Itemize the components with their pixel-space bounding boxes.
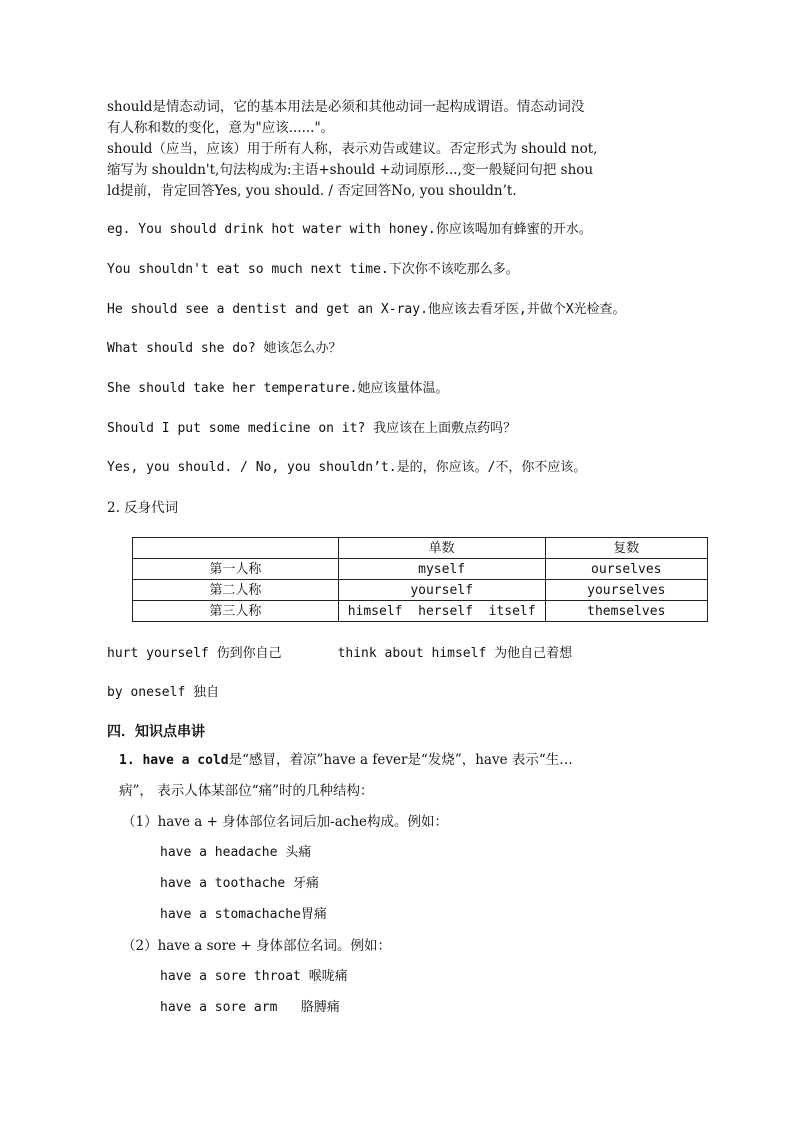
phrase: hurt yourself 伤到你自己 bbox=[107, 646, 282, 661]
phrase: think about himself 为他自己着想 bbox=[337, 646, 573, 661]
table-cell: yourselves bbox=[545, 580, 707, 601]
intro-line-1: should是情态动词，它的基本用法是必须和其他动词一起构成谓语。情态动词没 bbox=[107, 99, 585, 115]
table-header-cell: 单数 bbox=[338, 538, 545, 559]
intro-line-4: 缩写为 shouldn't,句法构成为:主语+should +动词原形...,变一般疑问句把 shou bbox=[107, 162, 594, 178]
item-1-line bbox=[119, 750, 573, 771]
item-1-continuation: 病”， 表示人体某部位“痛”时的几种结构： bbox=[119, 783, 374, 799]
table-header-cell: 复数 bbox=[545, 538, 707, 559]
table-row bbox=[133, 580, 708, 601]
table-cell: 第二人称 bbox=[133, 580, 339, 601]
intro-line-2: 有人称和数的变化，意为"应该......"。 bbox=[107, 120, 335, 136]
table-header-row bbox=[133, 538, 708, 559]
sub-item-1: （1）have a + 身体部位名词后加-ache构成。例如： bbox=[122, 814, 449, 830]
intro-line-5: ld提前，肯定回答Yes, you should. / 否定回答No, you shouldn’t. bbox=[107, 183, 517, 199]
sub-item-example: have a toothache 牙痛 bbox=[160, 876, 320, 891]
table-row bbox=[133, 559, 708, 580]
sub-item-example: have a headache 头痛 bbox=[160, 845, 312, 860]
example-sentence: Should I put some medicine on it? 我应该在上面敷点药吗？ bbox=[107, 421, 517, 436]
example-sentence: Yes, you should. / No, you shouldn’t.是的，你应该。/不，你不应该。 bbox=[107, 460, 587, 475]
sub-item-2: （2）have a sore + 身体部位名词。例如： bbox=[122, 938, 391, 954]
sub-item-example: have a stomachache胃痛 bbox=[160, 907, 327, 922]
phrase-row bbox=[107, 644, 572, 664]
example-sentence: He should see a dentist and get an X-ray.他应该去看牙医,并做个X光检查。 bbox=[107, 302, 626, 317]
table-cell: 第三人称 bbox=[133, 601, 339, 622]
sub-item-example: have a sore arm 胳膊痛 bbox=[160, 1000, 340, 1015]
example-sentence: She should take her temperature.她应该量体温。 bbox=[107, 381, 449, 396]
table-cell: 第一人称 bbox=[133, 559, 339, 580]
item-1-title: 1. have a cold bbox=[119, 753, 229, 768]
intro-line-3: should（应当，应该）用于所有人称，表示劝告或建议。否定形式为 should not, bbox=[107, 141, 598, 157]
table-cell: themselves bbox=[545, 601, 707, 622]
example-sentence: You shouldn't eat so much next time.下次你不该吃那么多。 bbox=[107, 262, 519, 277]
sub-item-example: have a sore throat 喉咙痛 bbox=[160, 969, 348, 984]
example-sentence: eg. You should drink hot water with honey.你应该喝加有蜂蜜的开水。 bbox=[107, 222, 592, 237]
item-1-text: 是“感冒，着凉”have a fever是“发烧”，have 表示“生… bbox=[228, 752, 573, 768]
section-2-heading: 2. 反身代词 bbox=[107, 500, 179, 516]
table-row bbox=[133, 601, 708, 622]
example-sentence: What should she do? 她该怎么办？ bbox=[107, 341, 342, 356]
table-header-cell bbox=[133, 538, 339, 559]
section-4-heading: 四．知识点串讲 bbox=[107, 724, 205, 740]
reflexive-pronoun-table bbox=[132, 537, 708, 622]
table-cell: ourselves bbox=[545, 559, 707, 580]
table-cell: himself herself itself bbox=[338, 601, 545, 622]
phrase: by oneself 独自 bbox=[107, 685, 220, 700]
table-cell: yourself bbox=[338, 580, 545, 601]
table-cell: myself bbox=[338, 559, 545, 580]
